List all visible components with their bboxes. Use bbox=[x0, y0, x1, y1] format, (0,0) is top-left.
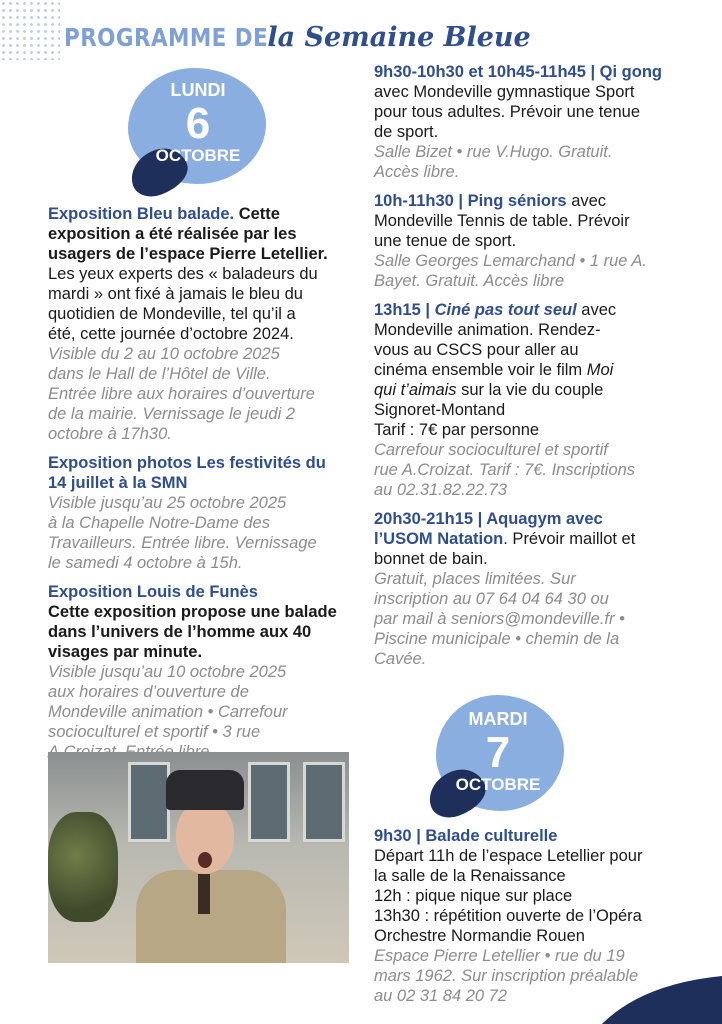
event-info-line: Salle Bizet • rue V.Hugo. Gratuit. bbox=[374, 143, 613, 161]
event-text-line: quotidien de Mondeville, tel qu’il a bbox=[48, 305, 296, 323]
photo-tie bbox=[198, 874, 210, 914]
event-text-line: 13h30 : répétition ouverte de l’Opéra bbox=[374, 907, 642, 925]
event-text: cinéma ensemble voir le film bbox=[374, 361, 587, 379]
film-title-part: qui t’aimais bbox=[374, 381, 457, 399]
event-title: 9h30 | Balade culturelle bbox=[374, 827, 558, 845]
event-text-line: 12h : pique nique sur place bbox=[374, 887, 573, 905]
event-bold-text: Cette bbox=[234, 205, 280, 223]
event-info-line: Visible jusqu’au 10 octobre 2025 bbox=[48, 663, 287, 681]
page-title bbox=[64, 22, 531, 62]
photo-window bbox=[248, 762, 290, 842]
event-cine-pas-tout-seul bbox=[374, 300, 704, 500]
event-info-line: au 02.31.82.22.73 bbox=[374, 481, 508, 499]
event-info-line: inscription au 07 64 04 64 30 ou bbox=[374, 590, 609, 608]
photo-window bbox=[128, 762, 170, 842]
event-bold-line: usagers de l’espace Pierre Letellier. bbox=[48, 245, 328, 263]
event-text-line: pour tous adultes. Prévoir une tenue bbox=[374, 103, 641, 121]
event-text-line: Départ 11h de l’espace Letellier pour bbox=[374, 847, 643, 865]
event-text-line: Orchestre Normandie Rouen bbox=[374, 927, 585, 945]
event-info-line: Piscine municipale • chemin de la bbox=[374, 630, 620, 648]
event-info-line: Visible du 2 au 10 octobre 2025 bbox=[48, 345, 280, 363]
day-month: OCTOBRE bbox=[155, 146, 241, 165]
photo-plant bbox=[48, 812, 118, 922]
event-title-line: 20h30-21h15 | Aquagym avec bbox=[374, 510, 603, 528]
event-info-line: Accès libre. bbox=[374, 163, 460, 181]
event-text-line: la salle de la Renaissance bbox=[374, 867, 566, 885]
event-exposition-louis-de-funes bbox=[48, 582, 348, 762]
event-info-line: dans le Hall de l’Hôtel de Ville. bbox=[48, 365, 271, 383]
left-column bbox=[48, 204, 348, 771]
event-text-line: une tenue de sport. bbox=[374, 232, 517, 250]
event-title-time: 13h15 | bbox=[374, 301, 435, 319]
event-info-line: au 02 31 84 20 72 bbox=[374, 987, 508, 1005]
event-info-line: Salle Georges Lemarchand • 1 rue A. bbox=[374, 252, 647, 270]
photo-cap bbox=[166, 770, 244, 810]
day-name: LUNDI bbox=[170, 80, 226, 100]
event-info-line: socioculturel et sportif • 3 rue bbox=[48, 723, 261, 741]
photo-window bbox=[303, 762, 345, 842]
event-exposition-bleu-balade bbox=[48, 204, 348, 444]
event-title-line: l’USOM Natation bbox=[374, 530, 504, 548]
event-text-line: Signoret-Montand bbox=[374, 401, 506, 419]
event-bold-line: Cette exposition propose une balade bbox=[48, 603, 337, 621]
right-column bbox=[374, 62, 704, 678]
event-info-line: de la mairie. Vernissage le jeudi 2 bbox=[48, 405, 296, 423]
event-info-line: Visible jusqu’au 25 octobre 2025 bbox=[48, 494, 287, 512]
event-title: 10h-11h30 | Ping séniors bbox=[374, 192, 567, 210]
event-info-line: mars 1962. Sur inscription préalable bbox=[374, 967, 639, 985]
event-bold-line: dans l’univers de l’homme aux 40 bbox=[48, 623, 312, 641]
event-text-line: Tarif : 7€ par personne bbox=[374, 421, 540, 439]
event-text: avec bbox=[576, 301, 617, 319]
event-text-line: mardi » ont fixé à jamais le bleu du bbox=[48, 285, 303, 303]
event-text-line: été, cette journée d’octobre 2024. bbox=[48, 325, 294, 343]
event-bold-line: exposition a été réalisée par les bbox=[48, 225, 297, 243]
event-info-line: à la Chapelle Notre-Dame des bbox=[48, 514, 270, 532]
event-bold-line: visages par minute. bbox=[48, 643, 203, 661]
photo-uniform bbox=[136, 870, 286, 963]
event-title-line: 14 juillet à la SMN bbox=[48, 474, 188, 492]
louis-de-funes-photo bbox=[48, 752, 349, 963]
day-badge-tuesday bbox=[428, 695, 568, 813]
dot-pattern-decoration bbox=[0, 0, 60, 60]
event-qi-gong bbox=[374, 62, 704, 182]
event-info-line: octobre à 17h30. bbox=[48, 425, 172, 443]
event-info-line: Gratuit, places limitées. Sur bbox=[374, 570, 576, 588]
event-text-line: de sport. bbox=[374, 123, 439, 141]
title-part-2: la Semaine Bleue bbox=[267, 22, 531, 53]
event-text-line: avec Mondeville gymnastique Sport bbox=[374, 83, 635, 101]
day-name: MARDI bbox=[468, 709, 528, 729]
day-month: OCTOBRE bbox=[455, 775, 541, 794]
event-text-line: vous au CSCS pour aller au bbox=[374, 341, 579, 359]
event-aquagym bbox=[374, 509, 704, 669]
film-title-part: Moi bbox=[586, 361, 614, 379]
event-text-line: Mondeville animation. Rendez- bbox=[374, 321, 601, 339]
event-info-line: Cavée. bbox=[374, 650, 427, 668]
event-info-line: par mail à seniors@mondeville.fr • bbox=[374, 610, 625, 628]
event-text: avec bbox=[566, 192, 607, 210]
event-info-line: le samedi 4 octobre à 15h. bbox=[48, 554, 243, 572]
event-info-line: Espace Pierre Letellier • rue du 19 bbox=[374, 947, 625, 965]
event-title-line: Exposition photos Les festivités du bbox=[48, 454, 326, 472]
event-info-line: rue A.Croizat. Tarif : 7€. Inscriptions bbox=[374, 461, 636, 479]
event-exposition-photos bbox=[48, 453, 348, 573]
title-part-1: PROGRAMME DE bbox=[64, 23, 269, 52]
event-ping-seniors bbox=[374, 191, 704, 291]
event-info-line: aux horaires d’ouverture de bbox=[48, 683, 249, 701]
event-info-line: Entrée libre aux horaires d’ouverture bbox=[48, 385, 315, 403]
day-number: 7 bbox=[485, 728, 511, 777]
corner-wave-decoration bbox=[602, 964, 722, 1024]
event-text-line: Mondeville Tennis de table. Prévoir bbox=[374, 212, 630, 230]
event-info-line: Bayet. Gratuit. Accès libre bbox=[374, 272, 565, 290]
day-badge-monday bbox=[128, 68, 268, 186]
event-title: Exposition Louis de Funès bbox=[48, 583, 258, 601]
event-text-line: Les yeux experts des « baladeurs du bbox=[48, 265, 318, 283]
event-info-line: Carrefour socioculturel et sportif bbox=[374, 441, 608, 459]
event-title-name: Ciné pas tout seul bbox=[434, 301, 577, 319]
event-info-line: Travailleurs. Entrée libre. Vernissage bbox=[48, 534, 317, 552]
event-text-line: bonnet de bain. bbox=[374, 550, 488, 568]
event-title: 9h30-10h30 et 10h45-11h45 | Qi gong bbox=[374, 63, 662, 81]
event-title: Exposition Bleu balade. bbox=[48, 205, 235, 223]
event-info-line: Mondeville animation • Carrefour bbox=[48, 703, 288, 721]
event-text: sur la vie du couple bbox=[456, 381, 604, 399]
event-text: . Prévoir maillot et bbox=[503, 530, 636, 548]
day-number: 6 bbox=[185, 99, 211, 148]
photo-mouth bbox=[198, 852, 212, 868]
